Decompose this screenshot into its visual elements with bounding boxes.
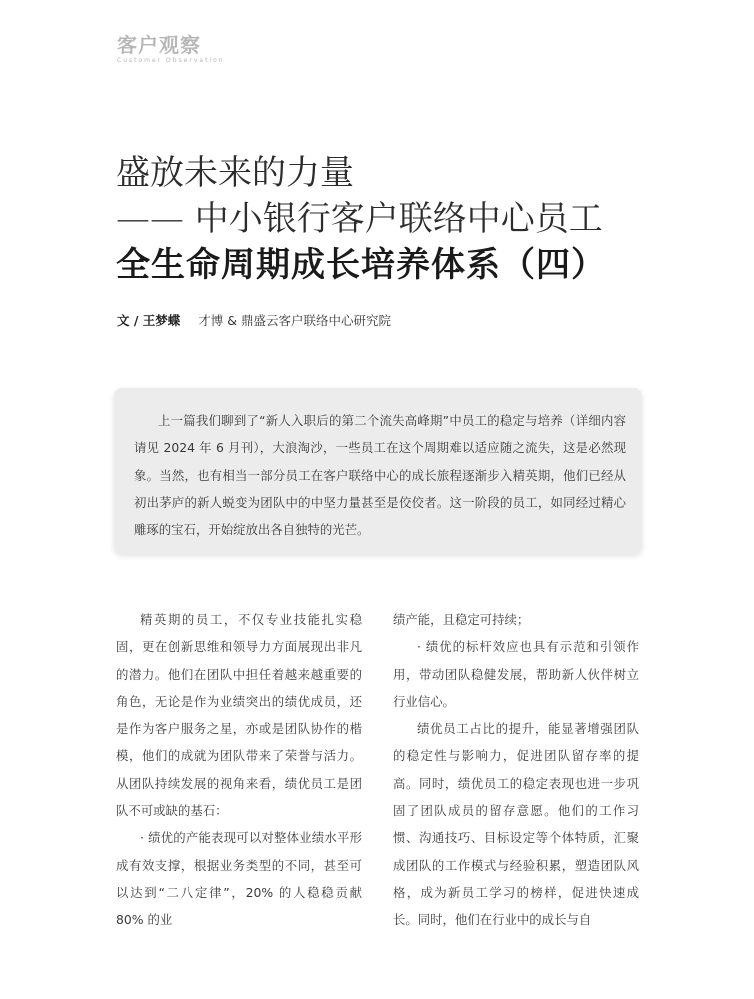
body-column-left [116, 606, 362, 934]
section-title: 客户观察 [117, 33, 201, 57]
byline [117, 311, 391, 329]
body-paragraph: 精英期的员工，不仅专业技能扎实稳固，更在创新思维和领导力方面展现出非凡的潜力。他们在团队中担任着越来越重要的角色，无论是作为业绩突出的绩优成员，还是作为客户服务之星，亦或是团队协作的楷模，他们的成就为团队带来了荣誉与活力。从团队持续发展的视角来看，绩优员工是团队不可或缺的基石： [116, 612, 362, 819]
body-paragraph: · 绩优的标杆效应也具有示范和引领作用，带动团队稳健发展，帮助新人伙伴树立行业信心。 [393, 639, 639, 709]
body-paragraph: · 绩优的产能表现可以对整体业绩水平形成有效支撑，根据业务类型的不同，甚至可以达到“二八定律”，20% 的人稳稳贡献 80% 的业 [116, 830, 362, 928]
body-paragraph: 绩优员工占比的提升，能显著增强团队的稳定性与影响力，促进团队留存率的提高。同时，绩优员工的稳定表现也进一步巩固了团队成员的留存意愿。他们的工作习惯、沟通技巧、目标设定等个体特质，汇聚成团队的工作模式与经验积累，塑造团队风格，成为新员工学习的榜样，促进快速成长。同时，他们在行业中的成长与自 [393, 721, 639, 928]
abstract-box [114, 388, 642, 554]
body-paragraph: 绩产能，且稳定可持续； [393, 612, 530, 627]
title-line-3: 全生命周期成长培养体系（四） [116, 245, 606, 285]
title-line-1: 盛放未来的力量 [116, 153, 354, 193]
byline-lead: 文 / 王梦蝶 [117, 313, 181, 328]
abstract-text: 上一篇我们聊到了“新人入职后的第二个流失高峰期”中员工的稳定与培养（详细内容请见 2024 年 6 月刊），大浪淘沙，一些员工在这个周期难以适应随之流失，这是必然现象。当然，也有相当一部分员工在客户联络中心的成长旅程逐渐步入精英期，他们已经从初出茅庐的新人蜕变为团队中的中坚力量甚至是佼佼者。这一阶段的员工，如同经过精心雕琢的宝石，开始绽放出各自独特的光芒。 [134, 413, 626, 538]
article-title [116, 150, 716, 288]
section-subtitle: Customer Observation [117, 57, 225, 64]
byline-authors: 才博 & 鼎盛云客户联络中心研究院 [198, 313, 391, 328]
section-tag [117, 34, 225, 65]
title-line-2: —— 中小银行客户联络中心员工 [116, 199, 603, 239]
body-column-right [393, 606, 639, 934]
